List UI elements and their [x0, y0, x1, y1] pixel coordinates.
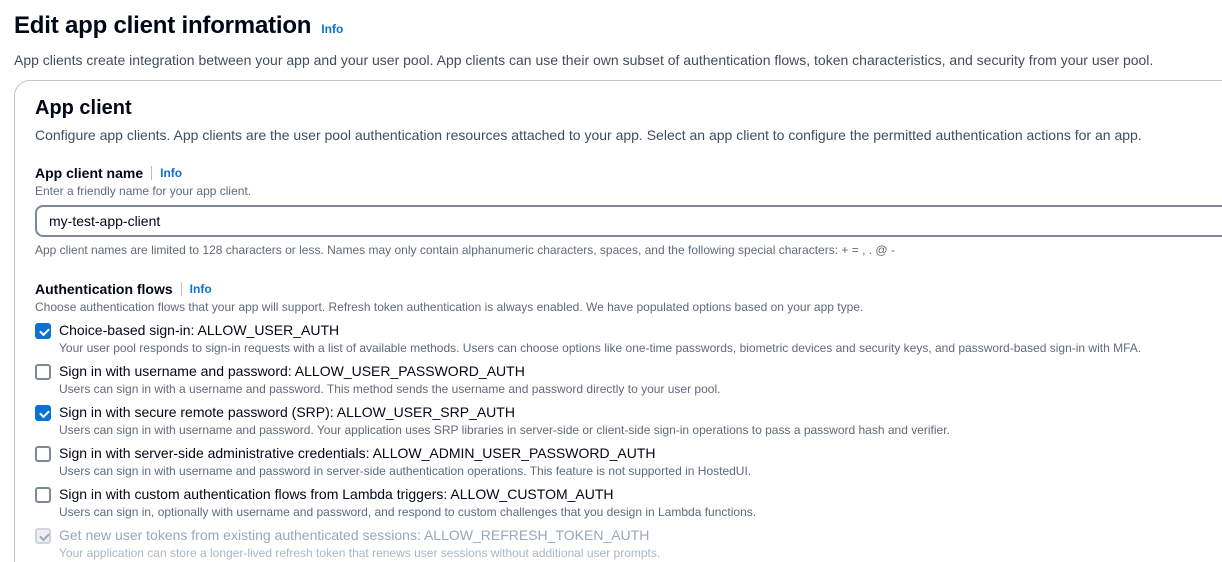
auth-flow-option-label[interactable]: Sign in with secure remote password (SRP): ALLOW_USER_SRP_AUTH	[59, 404, 515, 420]
option-text	[59, 527, 660, 560]
option-text	[59, 486, 756, 519]
option-text	[59, 322, 1141, 355]
checkbox-custom-auth[interactable]	[35, 487, 51, 503]
checkbox-user-auth[interactable]	[35, 323, 51, 339]
page-title: Edit app client information	[14, 12, 312, 39]
card-title: App client	[35, 97, 132, 119]
app-client-name-constraint: App client names are limited to 128 characters or less. Names may only contain alphanumeric characters, spaces, and the following special characters: + = , . @ -	[35, 243, 895, 257]
auth-flows-helper: Choose authentication flows that your app will support. Refresh token authentication is always enabled. We have populated options based on your app type.	[35, 300, 864, 314]
page-title-row	[14, 12, 1222, 40]
label-divider	[181, 282, 182, 296]
auth-flow-option-user-password-auth	[35, 363, 1222, 396]
auth-flow-option-description: Users can sign in with username and password in server-side authentication operations. This feature is not supported in HostedUI.	[59, 464, 752, 478]
app-client-name-input[interactable]	[35, 205, 1222, 237]
auth-flows-label-row	[35, 281, 1222, 297]
page-description: App clients create integration between your app and your user pool. App clients can use their own subset of authentication flows, token characteristics, and security from your user pool.	[14, 52, 1154, 68]
checkbox-user-password-auth[interactable]	[35, 364, 51, 380]
auth-flow-option-user-srp-auth	[35, 404, 1222, 437]
auth-flow-option-label[interactable]: Sign in with server-side administrative credentials: ALLOW_ADMIN_USER_PASSWORD_AUTH	[59, 445, 656, 461]
auth-flow-option-label[interactable]: Sign in with custom authentication flows from Lambda triggers: ALLOW_CUSTOM_AUTH	[59, 486, 614, 502]
auth-flow-option-description: Users can sign in with username and password. Your application uses SRP libraries in server-side or client-side sign-in operations to pass a password hash and verifier.	[59, 423, 950, 437]
app-client-name-label-row	[35, 165, 1222, 181]
checkbox-user-srp-auth[interactable]	[35, 405, 51, 421]
checkbox-admin-user-password-auth[interactable]	[35, 446, 51, 462]
auth-flow-option-label: Get new user tokens from existing authenticated sessions: ALLOW_REFRESH_TOKEN_AUTH	[59, 527, 650, 543]
app-client-card	[14, 80, 1222, 562]
page-info-link[interactable]: Info	[321, 22, 344, 36]
option-text	[59, 445, 751, 478]
app-client-name-helper: Enter a friendly name for your app client.	[35, 184, 252, 198]
auth-flow-option-description: Your user pool responds to sign-in requests with a list of available methods. Users can choose options like one-time passwords, biometric devices and security keys, and password-based sign-in with MFA.	[59, 341, 1142, 355]
auth-flows-label: Authentication flows	[35, 281, 173, 297]
auth-flow-option-description: Users can sign in with a username and password. This method sends the username and password directly to your user pool.	[59, 382, 721, 396]
app-client-name-info-link[interactable]: Info	[160, 166, 183, 180]
checkbox-refresh-token-auth	[35, 528, 51, 544]
option-text	[59, 404, 950, 437]
label-divider	[151, 166, 152, 180]
auth-flow-option-description: Your application can store a longer-lived refresh token that renews user sessions without additional user prompts.	[59, 546, 661, 560]
card-description: Configure app clients. App clients are the user pool authentication resources attached to your app. Select an app client to configure the permitted authentication actions for an app.	[35, 127, 1142, 143]
page-header	[0, 0, 1222, 68]
auth-flow-option-label[interactable]: Sign in with username and password: ALLOW_USER_PASSWORD_AUTH	[59, 363, 525, 379]
auth-flow-option-admin-user-password-auth	[35, 445, 1222, 478]
auth-flow-option-description: Users can sign in, optionally with username and password, and respond to custom challenges that you design in Lambda functions.	[59, 505, 757, 519]
auth-flow-option-custom-auth	[35, 486, 1222, 519]
auth-flows-info-link[interactable]: Info	[189, 282, 212, 296]
auth-flow-option-refresh-token-auth	[35, 527, 1222, 560]
auth-flow-option-user-auth	[35, 322, 1222, 355]
app-client-name-label: App client name	[35, 165, 144, 181]
option-text	[59, 363, 720, 396]
auth-flow-option-label[interactable]: Choice-based sign-in: ALLOW_USER_AUTH	[59, 322, 340, 338]
